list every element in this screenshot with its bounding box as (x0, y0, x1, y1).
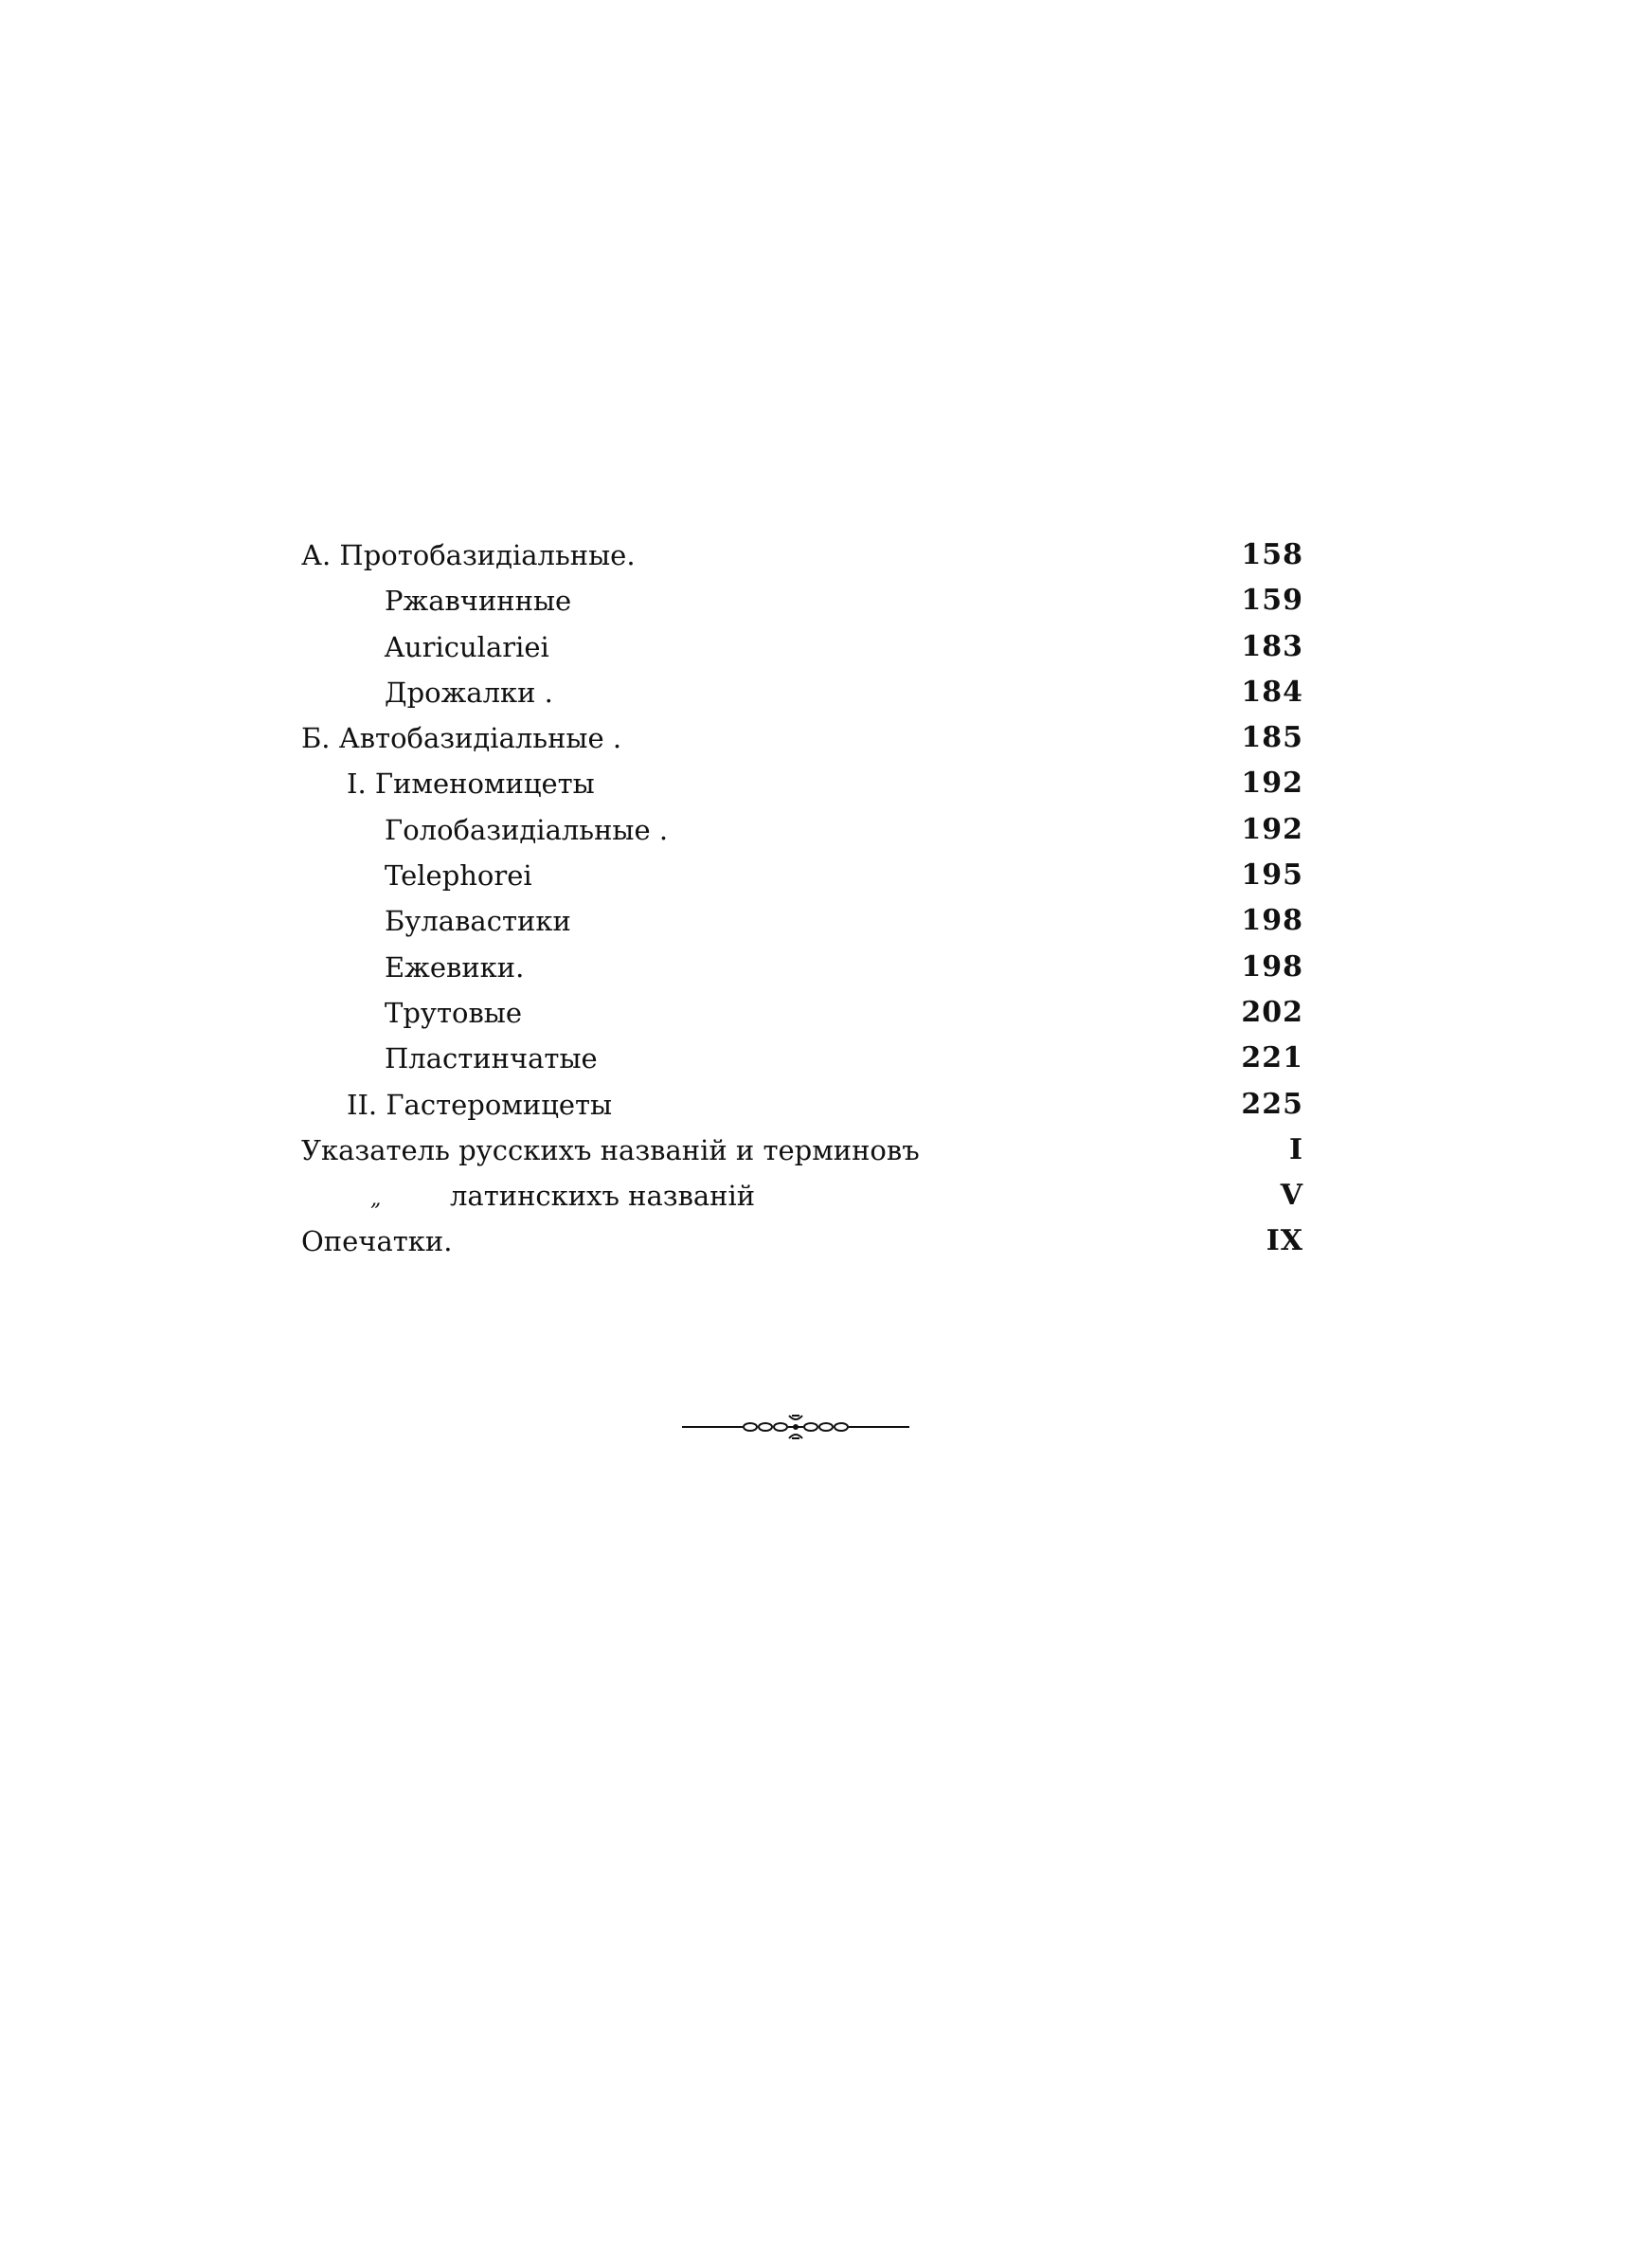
toc-entry (301, 670, 1303, 715)
toc-entry-title: Б. Автобазидiальные . (301, 722, 622, 755)
toc-entry-page: 198 (1241, 904, 1303, 938)
toc-entry-title: Ржавчинные (385, 585, 572, 618)
toc-entry (301, 761, 1303, 806)
toc-entry-title: Трутовые (385, 996, 523, 1029)
toc-entry-title: I. Гименомицеты (347, 767, 595, 801)
toc-entry-page: 198 (1241, 949, 1303, 984)
toc-entry-page: 159 (1241, 584, 1303, 618)
toc-entry (301, 533, 1303, 578)
toc-entry (301, 945, 1303, 990)
toc-entry-title: Ежевики. (385, 950, 525, 984)
toc-entry-page: 158 (1241, 538, 1303, 571)
toc-entry-title: Дрожалки . (385, 676, 553, 709)
toc-entry (301, 1128, 1303, 1173)
toc-entry-page: 183 (1241, 629, 1303, 663)
toc-entry (301, 1082, 1303, 1128)
toc-entry (301, 624, 1303, 670)
toc-entry-title: II. Гастеромицеты (347, 1088, 613, 1121)
toc-entry-title: Голобазидiальные . (385, 813, 669, 846)
toc-entry (301, 1173, 1303, 1219)
toc-entry (301, 1219, 1303, 1264)
toc-entry-title: Опечатки. (301, 1225, 453, 1258)
toc-entry-title: А. Протобазидiальные. (301, 539, 636, 571)
toc-entry (301, 578, 1303, 623)
toc-entry-title: Auriculariei (385, 630, 549, 663)
toc-entry-title: латинскихъ названiй (450, 1180, 756, 1213)
toc-entry-page: 225 (1241, 1087, 1303, 1121)
toc-entry-page: 192 (1241, 812, 1303, 846)
ditto-mark: „ (370, 1187, 382, 1212)
toc-entry-title: Указатель русскихъ названiй и терминовъ (301, 1133, 920, 1166)
toc-entry-page: 185 (1241, 721, 1303, 755)
toc-entry-title: Telephorei (385, 859, 532, 893)
toc-entry-page: 221 (1241, 1041, 1303, 1075)
table-of-contents (301, 533, 1303, 1265)
toc-entry-page: V (1280, 1179, 1303, 1213)
toc-entry-page: I (1288, 1132, 1303, 1166)
toc-entry (301, 898, 1303, 944)
toc-entry-page: 202 (1241, 995, 1303, 1029)
toc-entry (301, 990, 1303, 1036)
fleuron-divider-icon (682, 1410, 909, 1444)
toc-entry-title: Пластинчатые (385, 1042, 598, 1075)
toc-entry-page: IX (1266, 1224, 1303, 1258)
toc-entry (301, 853, 1303, 898)
toc-entry-page: 192 (1241, 767, 1303, 801)
toc-entry-page: 195 (1241, 858, 1303, 893)
toc-entry (301, 715, 1303, 761)
toc-entry (301, 1036, 1303, 1081)
toc-entry-title: Булавастики (385, 905, 571, 938)
toc-entry (301, 807, 1303, 853)
toc-entry-page: 184 (1241, 675, 1303, 709)
